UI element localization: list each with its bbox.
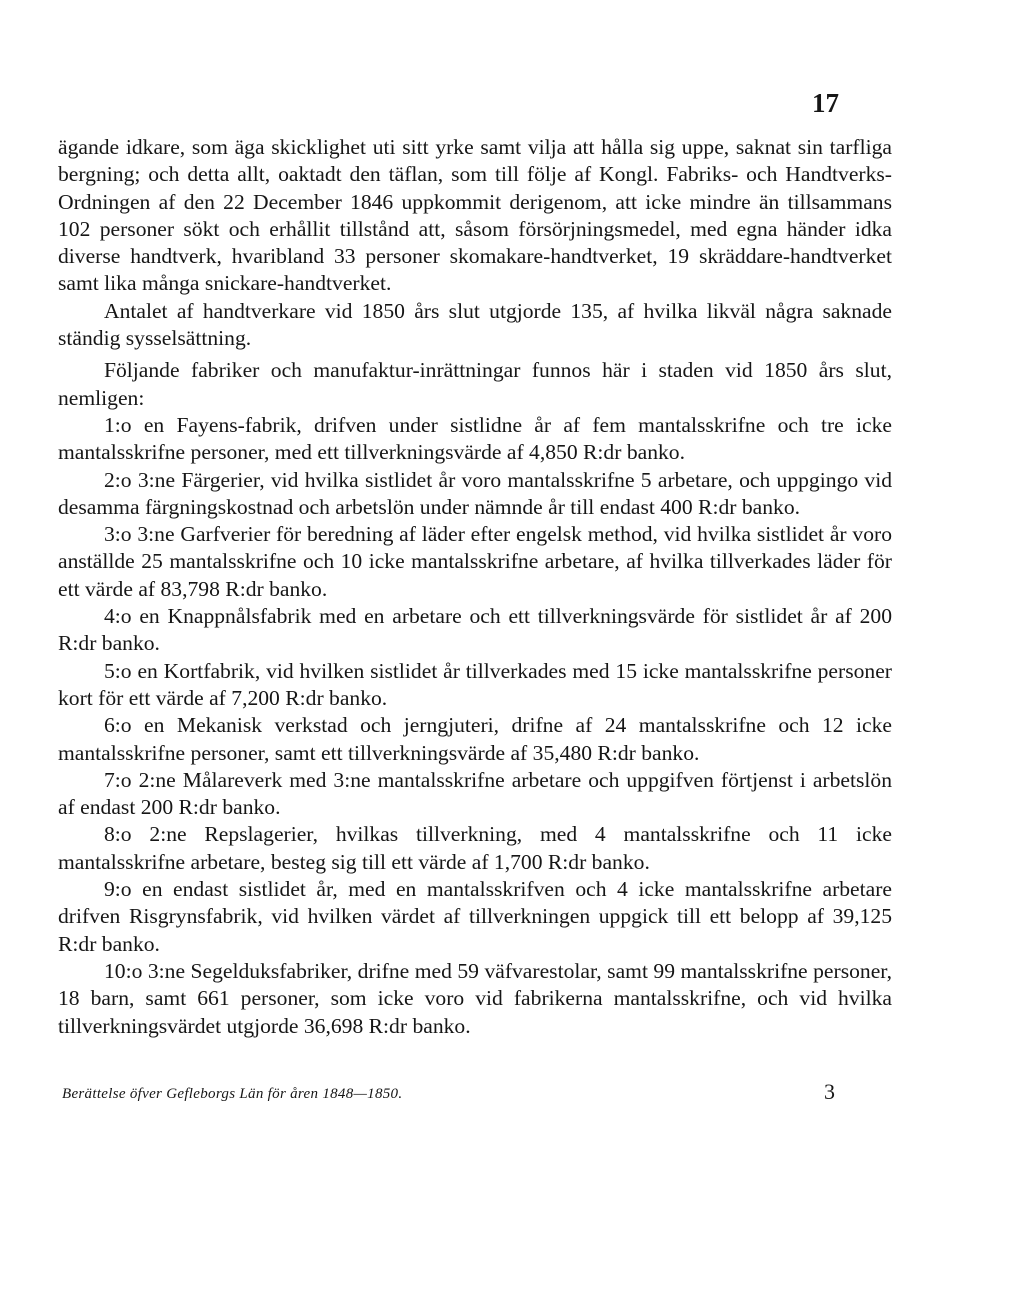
footer-signature-mark: 3 [824, 1079, 835, 1104]
page-number: 17 [812, 88, 839, 118]
paragraph-factories-intro: Följande fabriker och manufaktur-inrättningar funnos här i staden vid 1850 års slut, nemligen: [58, 358, 892, 410]
list-item-7: 7:o 2:ne Målareverk med 3:ne mantalsskrifne arbetare och uppgifven förtjenst i arbetslön af endast 200 R:dr banko. [58, 767, 892, 820]
list-item-8: 8:o 2:ne Repslagerier, hvilkas tillverkning, med 4 mantalsskrifne och 11 icke mantalsskrifne arbetare, besteg sig till ett värde af 1,700 R:dr banko. [58, 822, 892, 874]
list-item-5: 5:o en Kortfabrik, vid hvilken sistlidet år tillverkades med 15 icke mantalsskrifne personer kort för ett värde af 7,200 R:dr banko. [58, 658, 892, 710]
list-item-4: 4:o en Knappnålsfabrik med en arbetare och ett tillverkningsvärde för sistlidet år af 200 R:dr banko. [58, 604, 892, 656]
list-item-6: 6:o en Mekanisk verkstad och jerngjuteri, drifne af 24 mantalsskrifne och 12 icke mantalsskrifne personer, samt ett tillverkningsvärde af 35,480 R:dr banko. [58, 713, 892, 765]
list-item-1: 1:o en Fayens-fabrik, drifven under sistlidne år af fem mantalsskrifne och tre icke mantalsskrifne personer, med ett tillverkningsvärde af 4,850 R:dr banko. [58, 412, 892, 465]
list-item-2: 2:o 3:ne Färgerier, vid hvilka sistlidet år voro mantalsskrifne 5 arbetare, och uppgingo vid desamma färgningskostnad och arbetslön under nämnde år till endast 400 R:dr banko. [58, 467, 892, 519]
footer-source-title: Berättelse öfver Gefleborgs Län för åren 1848—1850. [62, 1086, 403, 1102]
list-item-10: 10:o 3:ne Segelduksfabriker, drifne med 59 väfvarestolar, samt 99 mantalsskrifne personer, 18 barn, samt 661 personer, som icke voro vid fabrikerna mantalsskrifne, och vid hvilka tillverkningsvärdet utgjorde 36,698 R:dr banko. [58, 958, 892, 1038]
body-text [58, 134, 892, 1040]
paragraph-continuation: ägande idkare, som äga skicklighet uti sitt yrke samt vilja att hålla sig uppe, saknat sin tarfliga bergning; och detta allt, oaktadt den täflan, som till följe af Kongl. Fabriks- och Handtverks-Ordningen af den 22 December 1846 uppkommit derigenom, att icke mindre än tillsammans 102 personer sökt och erhållit tillstånd att, såsom försörjningsmedel, med egna händer idka diverse handtverk, hvaribland 33 personer skomakare-handtverket, 19 skräddare-handtverket samt lika många snickare-handtverket. [58, 135, 892, 296]
list-item-3: 3:o 3:ne Garfverier för beredning af läder efter engelsk method, vid hvilka sistlidet år voro anställde 25 mantalsskrifne och 10 icke mantalsskrifne arbetare, af hvilka tillverkades läder för ett värde af 83,798 R:dr banko. [58, 522, 892, 601]
list-item-9: 9:o en endast sistlidet år, med en mantalsskrifven och 4 icke mantalsskrifne arbetare drifven Risgrynsfabrik, vid hvilken värdet af tillverkningen uppgick till ett belopp af 39,125 R:dr banko. [58, 877, 892, 956]
page-footer [58, 1080, 892, 1110]
paragraph-craftsmen-count: Antalet af handtverkare vid 1850 års slut utgjorde 135, af hvilka likväl några saknade ständig sysselsättning. [58, 298, 892, 351]
